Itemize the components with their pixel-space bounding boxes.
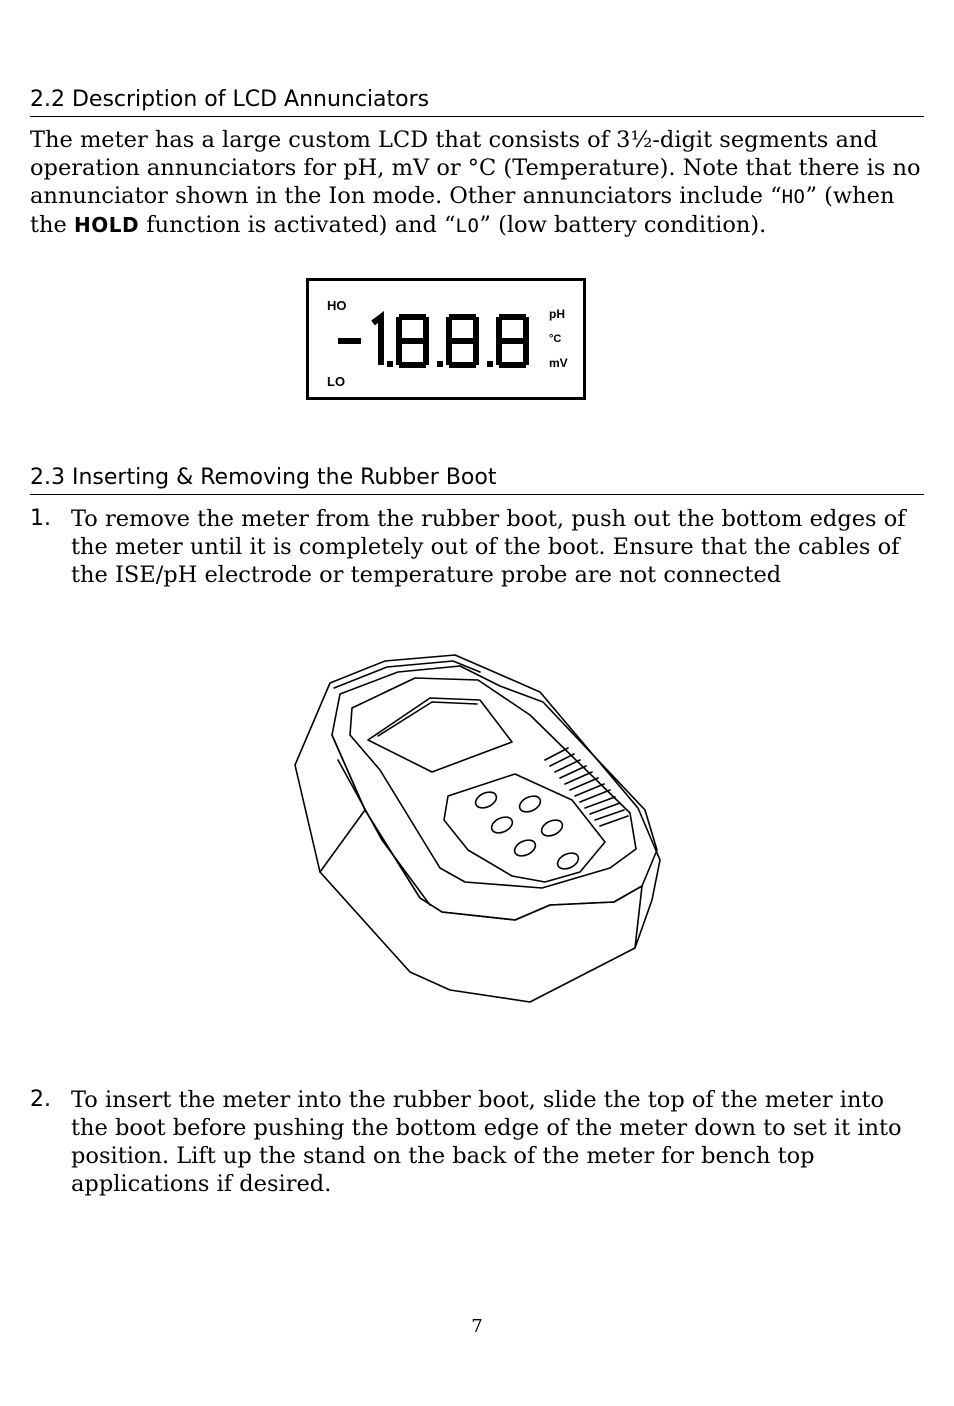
hold-keyword: HOLD	[74, 213, 140, 237]
lcd-degc-annunciator: °C	[549, 333, 562, 345]
lcd-ph-annunciator: pH	[549, 307, 565, 321]
list-item-text: To remove the meter from the rubber boot, push out the bottom edges of the meter until it is completely out of the boot. Ensure that the cables of the ISE/pH electrode or temperature probe are not connected	[71, 506, 906, 588]
ho-code: HO	[781, 186, 806, 208]
lcd-segment-digits	[309, 281, 589, 403]
list-item-number: 1.	[30, 506, 51, 531]
lcd-ho-annunciator: HO	[327, 298, 347, 313]
lo-code: LO	[455, 215, 480, 237]
list-item-text: To insert the meter into the rubber boot, slide the top of the meter into the boot before pushing the bottom edge of the meter down to set it into position. Lift up the stand on the back of the meter for bench top applications if desired.	[71, 1087, 902, 1197]
lcd-display-figure	[306, 278, 586, 400]
list-item-number: 2.	[30, 1087, 51, 1112]
lcd-mv-annunciator: mV	[549, 356, 568, 370]
section-heading-rubber-boot: 2.3 Inserting & Removing the Rubber Boot	[30, 464, 924, 495]
section-heading-lcd-annunciators: 2.2 Description of LCD Annunciators	[30, 86, 924, 117]
meter-in-boot-illustration	[290, 650, 670, 1010]
page-number: 7	[471, 1316, 483, 1337]
lcd-description-paragraph: The meter has a large custom LCD that consists of 3½-digit segments and operation annunciators for pH, mV or °C (Temperature). Note that there is no annunciator shown in the Ion mode. Other annunciators include “HO” (when the HOLD function is activated) and “LO” (low battery condition).	[30, 127, 921, 238]
lcd-lo-annunciator: LO	[327, 374, 346, 389]
